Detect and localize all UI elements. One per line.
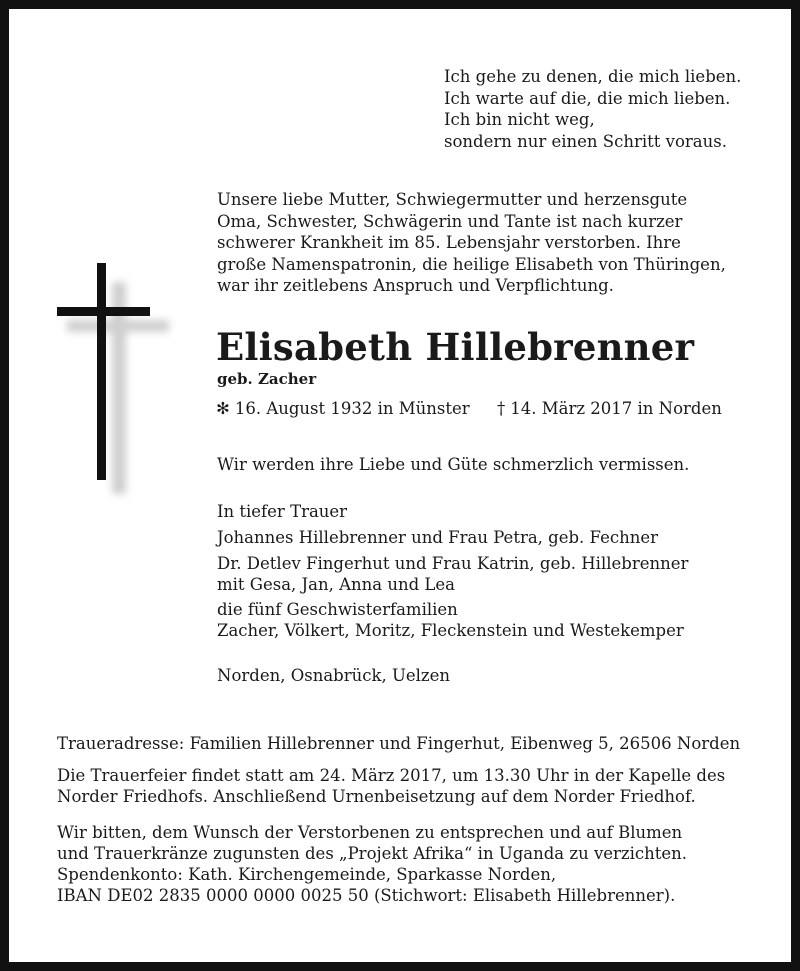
intro-line: Oma, Schwester, Schwägerin und Tante ist nach kurzer [217,211,683,231]
death-text: 14. März 2017 in Norden [510,399,722,418]
mourner-line: Johannes Hillebrenner und Frau Petra, geb. Fechner [217,528,659,547]
remembrance-text: Wir werden ihre Liebe und Güte schmerzlich vermissen. [217,455,690,474]
intro-line: große Namenspatronin, die heilige Elisabeth von Thüringen, [217,254,726,274]
mourner-line: Zacher, Völkert, Moritz, Fleckenstein und Westekemper [217,621,684,640]
mourner-line: mit Gesa, Jan, Anna und Lea [217,575,455,594]
maiden-name: geb. Zacher [217,370,317,388]
ceremony-line: Norder Friedhofs. Anschließend Urnenbeisetzung auf dem Norder Friedhof. [57,787,696,806]
mourner-line: die fünf Geschwisterfamilien [217,600,458,619]
mourner-line: Dr. Detlev Fingerhut und Frau Katrin, geb. Hillebrenner [217,554,689,573]
mourner-places: Norden, Osnabrück, Uelzen [217,666,450,685]
poem-line: sondern nur einen Schritt voraus. [444,131,727,151]
birth-text: 16. August 1932 in Münster [234,399,470,418]
birth-star-icon: ✻ [216,399,230,418]
birth-date [216,399,470,418]
poem-line: Ich gehe zu denen, die mich lieben. [444,67,742,86]
intro-line: schwerer Krankheit im 85. Lebensjahr verstorben. Ihre [217,233,681,253]
death-cross-icon: † [497,399,506,418]
poem-line: Ich warte auf die, die mich lieben. [444,88,731,108]
ceremony-line: Die Trauerfeier findet statt am 24. März 2017, um 13.30 Uhr in der Kapelle des [57,766,726,785]
donation-line: Wir bitten, dem Wunsch der Verstorbenen zu entsprechen und auf Blumen [57,823,683,842]
donation-line: IBAN DE02 2835 0000 0000 0025 50 (Stichwort: Elisabeth Hillebrenner). [57,886,676,905]
donation-line: Spendenkonto: Kath. Kirchengemeinde, Sparkasse Norden, [57,865,557,884]
mourners-heading: In tiefer Trauer [217,502,348,521]
deceased-name: Elisabeth Hillebrenner [216,325,695,369]
intro-text [217,189,726,297]
death-date [497,399,722,418]
intro-line: Unsere liebe Mutter, Schwiegermutter und herzensgute [217,190,688,209]
donation-line: und Trauerkränze zugunsten des „Projekt Afrika“ in Uganda zu verzichten. [57,844,688,863]
poem-line: Ich bin nicht weg, [444,110,595,130]
poem [444,66,741,152]
funeral-address: Traueradresse: Familien Hillebrenner und Fingerhut, Eibenweg 5, 26506 Norden [57,734,741,753]
intro-line: war ihr zeitlebens Anspruch und Verpflichtung. [217,276,614,296]
